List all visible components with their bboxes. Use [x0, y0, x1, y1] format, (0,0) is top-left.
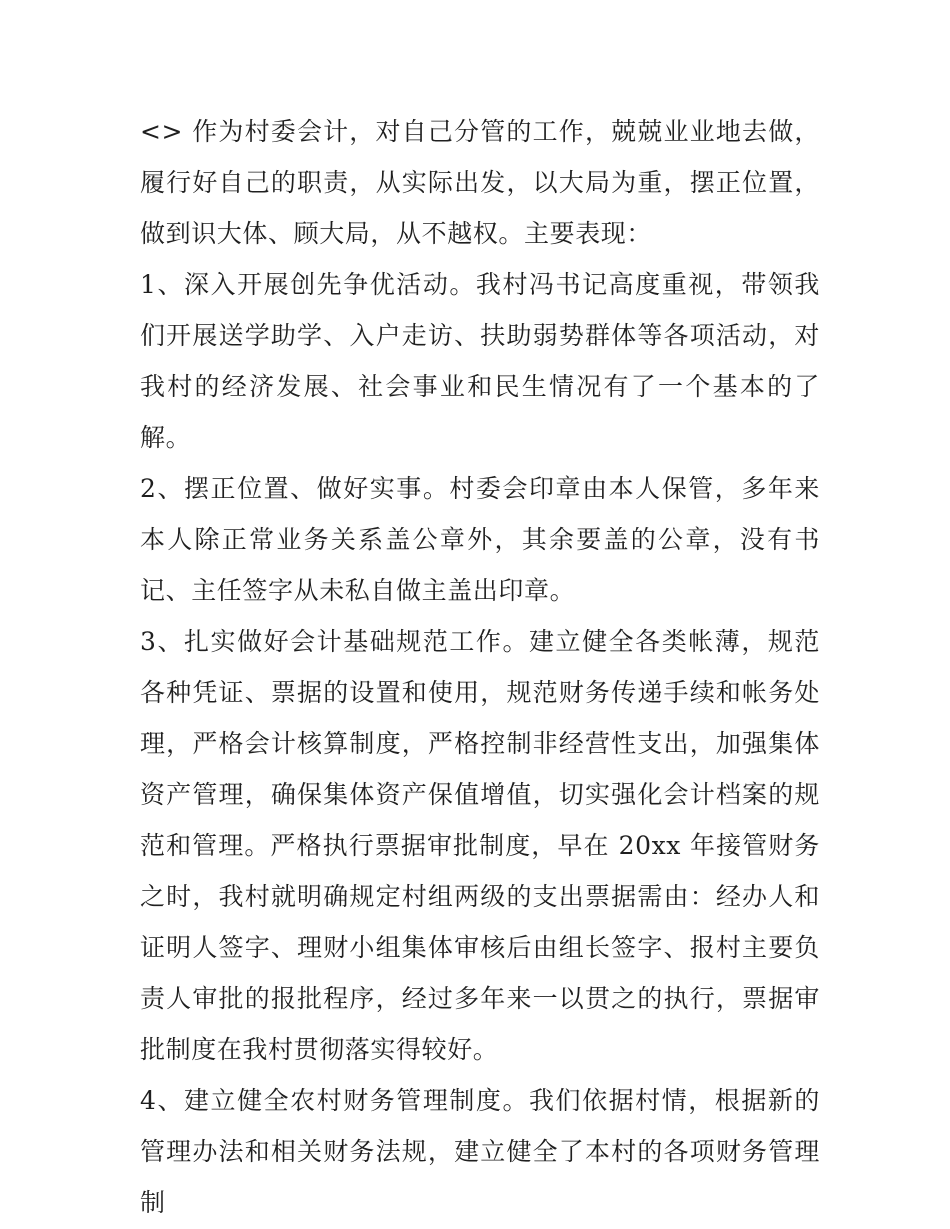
- paragraph-item-2: 2、摆正位置、做好实事。村委会印章由本人保管，多年来本人除正常业务关系盖公章外，其余要盖的公章，没有书记、主任签字从未私自做主盖出印章。: [140, 474, 820, 605]
- paragraph-intro: <> 作为村委会计，对自己分管的工作，兢兢业业地去做，履行好自己的职责，从实际出发，以大局为重，摆正位置，做到识大体、顾大局，从不越权。主要表现：: [140, 117, 820, 248]
- paragraph-item-4: 4、建立健全农村财务管理制度。我们依据村情，根据新的管理办法和相关财务法规，建立健全了本村的各项财务管理制: [140, 1086, 820, 1217]
- paragraph-item-3: 3、扎实做好会计基础规范工作。建立健全各类帐薄，规范各种凭证、票据的设置和使用，规范财务传递手续和帐务处理，严格会计核算制度，严格控制非经营性支出，加强集体资产管理，确保集体资产保值增值，切实强化会计档案的规范和管理。严格执行票据审批制度，早在 20xx 年接管财务之时，我村就明确规定村组两级的支出票据需由：经办人和证明人签字、理财小组集体审核后由组长签字、报村主要负责人审批的报批程序，经过多年来一以贯之的执行，票据审批制度在我村贯彻落实得较好。: [140, 627, 820, 1064]
- paragraph-item-1: 1、深入开展创先争优活动。我村冯书记高度重视，带领我们开展送学助学、入户走访、扶助弱势群体等各项活动，对我村的经济发展、社会事业和民生情况有了一个基本的了解。: [140, 270, 820, 452]
- document-body: [140, 106, 820, 1228]
